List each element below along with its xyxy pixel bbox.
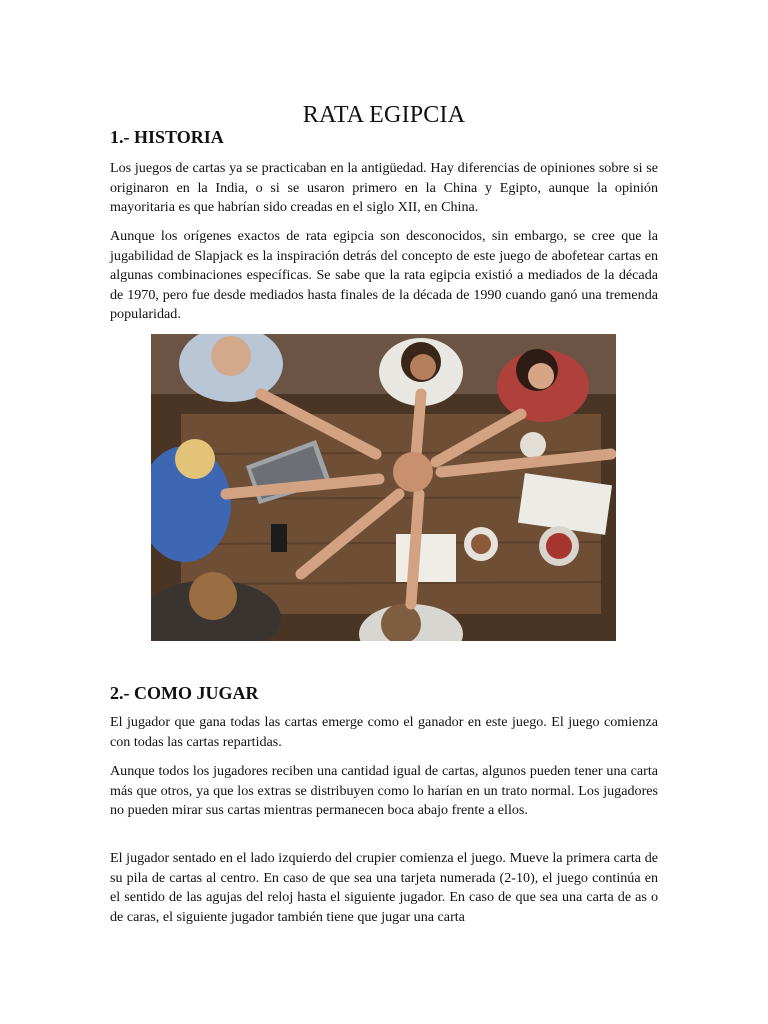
page-title: RATA EGIPCIA bbox=[302, 102, 466, 129]
paragraph-como-jugar-3: El jugador sentado en el lado izquierdo del crupier comienza el juego. Mueve la primera carta de su pila de cartas al centro. En caso de que sea una tarjeta numerada (2-10), el juego continúa en el sentido de las agujas del reloj hasta el siguiente jugador. En caso de que sea una carta de as o de caras, el siguiente jugador también tiene que jugar una carta bbox=[110, 850, 658, 925]
paragraph-historia-2: Aunque los orígenes exactos de rata egipcia son desconocidos, sin embargo, se cree que la jugabilidad de Slapjack es la inspiración detrás del concepto de este juego de abofetear cartas en algunas combinaciones específicas. Se sabe que la rata egipcia existió a mediados de la década de 1970, pero fue desde mediados hasta finales de la década de 1990 cuando ganó una tremenda popularidad. bbox=[110, 228, 658, 322]
team-hands-illustration bbox=[151, 334, 616, 641]
section-heading-historia: 1.- HISTORIA bbox=[110, 127, 224, 147]
paragraph-historia-1: Los juegos de cartas ya se practicaban en la antigüedad. Hay diferencias de opiniones sobre si se originaron en la India, o si se usaron primero en la China y Egipto, aunque la opinión mayoritaria es que habrían sido creadas en el siglo XII, en China. bbox=[110, 160, 658, 215]
paragraph-como-jugar-1: El jugador que gana todas las cartas emerge como el ganador en este juego. El juego comienza con todas las cartas repartidas. bbox=[110, 714, 658, 750]
team-hands-photo bbox=[151, 334, 616, 641]
paragraph-como-jugar-2: Aunque todos los jugadores reciben una cantidad igual de cartas, algunos pueden tener una carta más que otros, ya que los extras se distribuyen como lo harían en un trato normal. Los jugadores no pueden mirar sus cartas mientras permanecen boca abajo frente a ellos. bbox=[110, 763, 658, 818]
section-heading-como-jugar: 2.- COMO JUGAR bbox=[110, 683, 259, 703]
